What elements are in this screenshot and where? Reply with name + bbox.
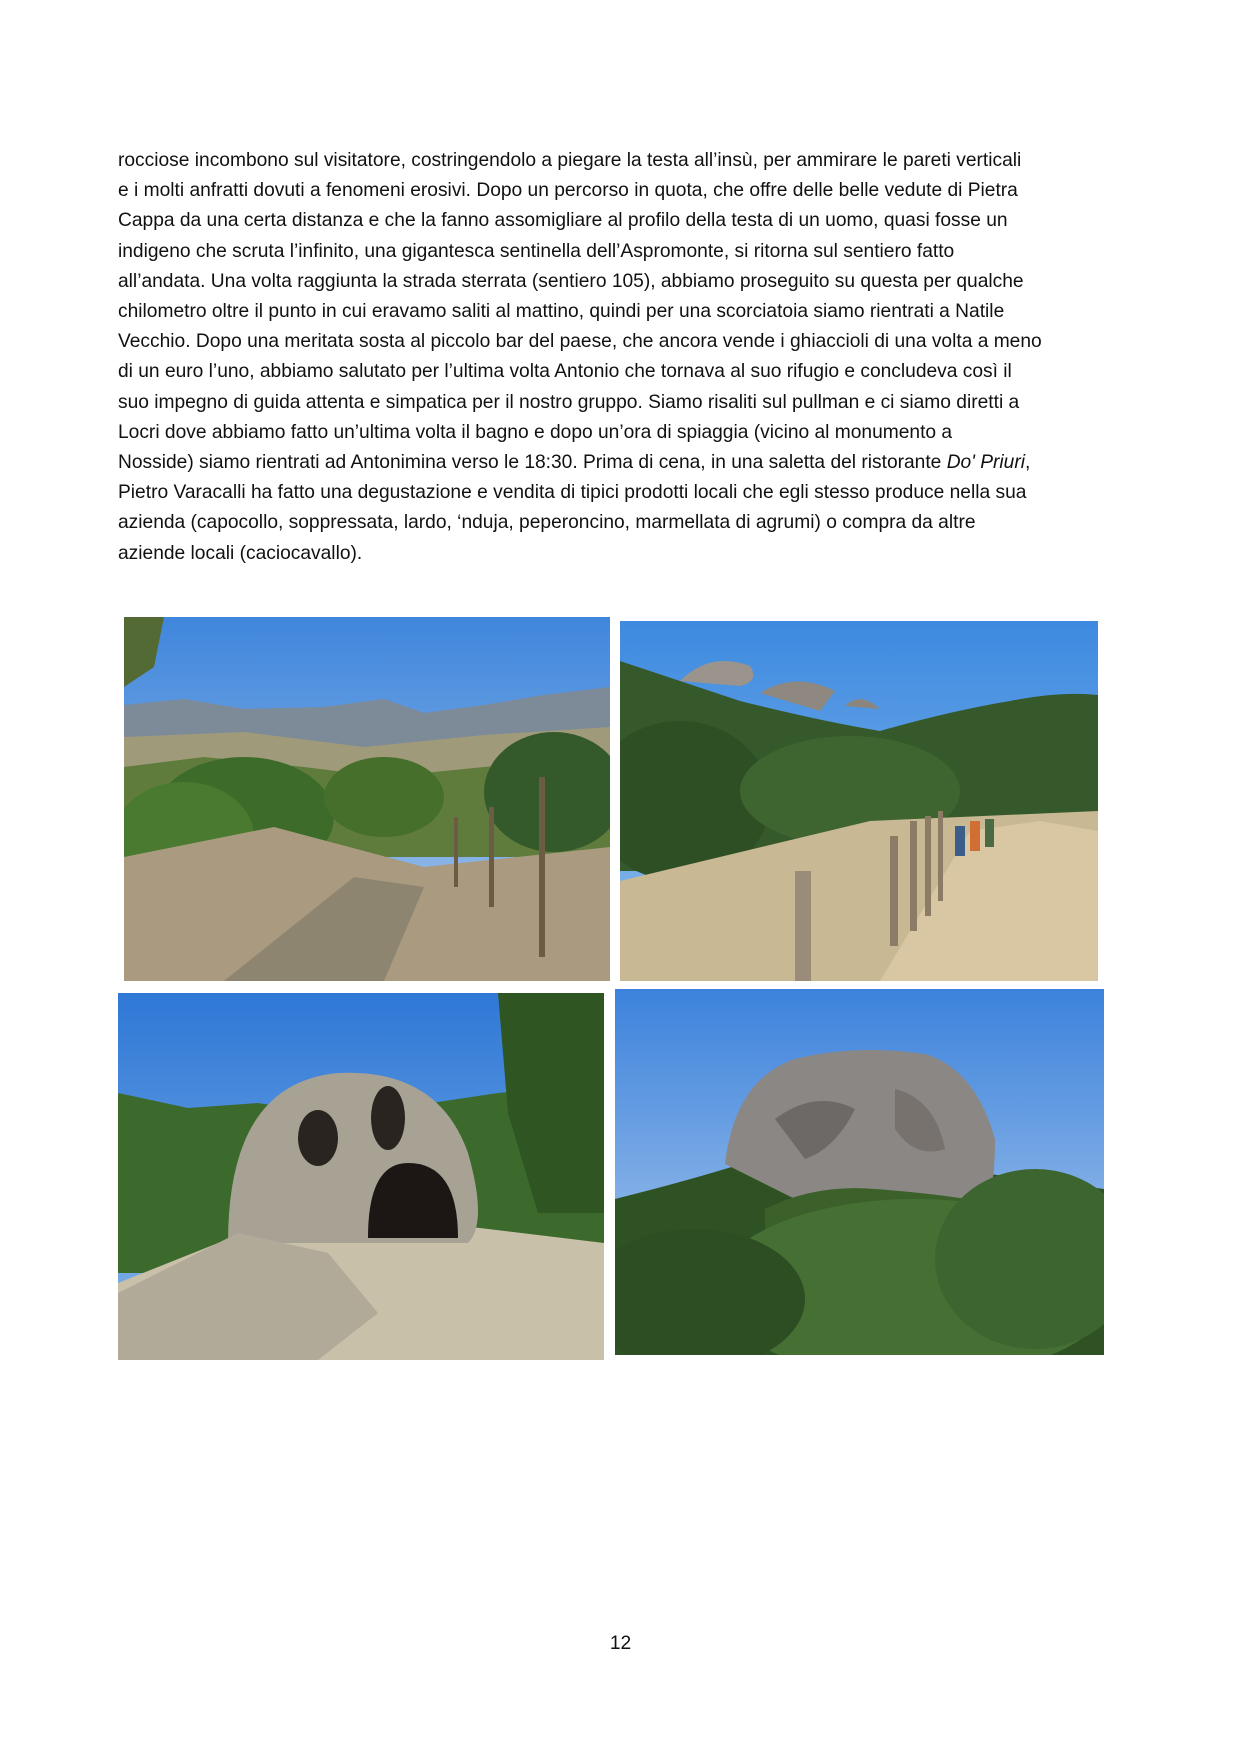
- text-line: Pietro Varacalli ha fatto una degustazione e vendita di tipici prodotti locali che egli stesso produce nella sua: [118, 482, 1027, 504]
- text-line: rocciose incombono sul visitatore, costringendolo a piegare la testa all’insù, per ammirare le pareti verticali: [118, 150, 1022, 171]
- body-paragraph: [118, 146, 1128, 569]
- text-line: [118, 448, 1128, 478]
- punctuation: ,: [1025, 452, 1031, 474]
- photo-hikers-path: [620, 621, 1098, 981]
- text-line: all’andata. Una volta raggiunta la strada sterrata (sentiero 105), abbiamo proseguito su questa per qualche: [118, 270, 1024, 292]
- text-line: di un euro l’uno, abbiamo salutato per l’ultima volta Antonio che tornava al suo rifugio e concludeva così il: [118, 361, 1012, 383]
- text-line: Cappa da una certa distanza e che la fanno assomigliare al profilo della testa di un uomo, quasi fosse un: [118, 210, 1008, 232]
- page-number: 12: [609, 1633, 632, 1654]
- text-line: Vecchio. Dopo una meritata sosta al piccolo bar del paese, che ancora vende i ghiaccioli di una volta a meno: [118, 331, 1042, 353]
- photo-pietra-cappa: [615, 989, 1104, 1355]
- restaurant-name: Do' Priuri: [946, 452, 1025, 474]
- text-line: aziende locali (caciocavallo).: [118, 542, 363, 564]
- text-line: e i molti anfratti dovuti a fenomeni erosivi. Dopo un percorso in quota, che offre delle belle vedute di Pietra: [118, 180, 1018, 202]
- photo-cave-rock: [118, 993, 604, 1360]
- text-line: chilometro oltre il punto in cui eravamo saliti al mattino, quindi per una scorciatoia siamo rientrati a Natile: [118, 301, 1005, 323]
- text-line: azienda (capocollo, soppressata, lardo, ‘nduja, peperoncino, marmellata di agrumi) o compra da altre: [118, 512, 976, 534]
- photo-valley-view: [124, 617, 610, 981]
- text-line: suo impegno di guida attenta e simpatica per il nostro gruppo. Siamo risaliti sul pullman e ci siamo diretti a: [118, 391, 1020, 413]
- text-line: indigeno che scruta l’infinito, una gigantesca sentinella dell’Aspromonte, si ritorna sul sentiero fatto: [118, 240, 955, 262]
- text-segment: Nosside) siamo rientrati ad Antonimina verso le 18:30. Prima di cena, in una saletta del ristorante: [118, 452, 947, 474]
- text-line: Locri dove abbiamo fatto un’ultima volta il bagno e dopo un’ora di spiaggia (vicino al monumento a: [118, 421, 953, 443]
